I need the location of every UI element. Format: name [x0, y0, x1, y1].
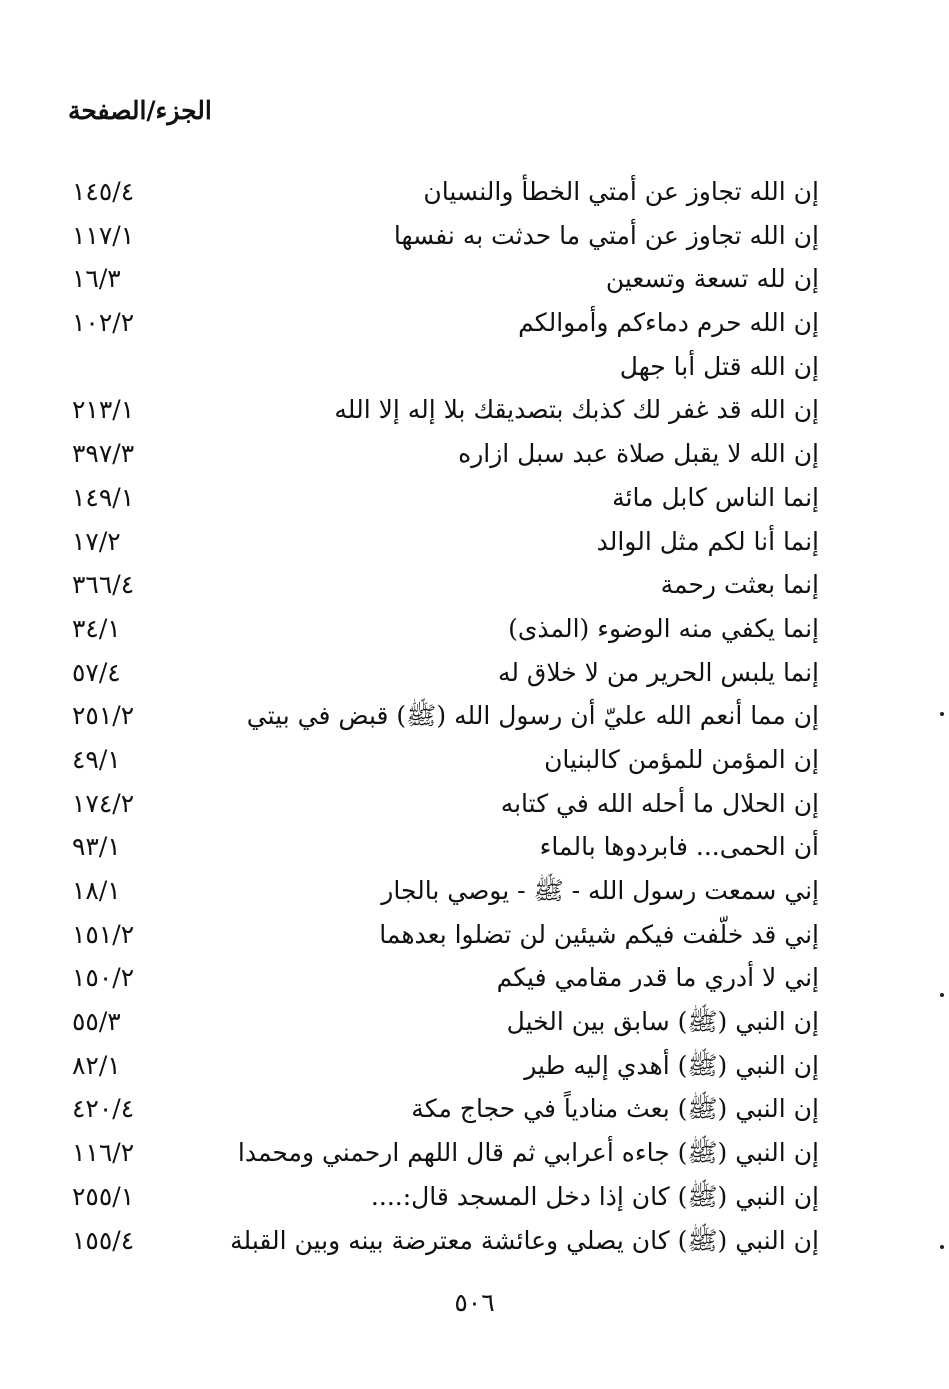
- hadith-text: إنما أنا لكم مثل الوالد: [596, 526, 819, 556]
- volume-page-reference: ٣٦٦/٤: [72, 570, 135, 600]
- index-entry-row: [0, 738, 949, 782]
- margin-mark: [940, 993, 944, 997]
- index-entry-row: [0, 782, 949, 826]
- volume-page-reference: ٤٩/١: [72, 744, 121, 774]
- volume-page-reference: ١١٧/١: [72, 220, 135, 250]
- hadith-text: إن النبي (ﷺ) كان يصلي وعائشة معترضة بينه وبين القبلة: [230, 1225, 819, 1255]
- hadith-text: إنما يلبس الحرير من لا خلاق له: [497, 657, 819, 687]
- hadith-text: إنما يكفي منه الوضوء (المذى): [508, 613, 819, 643]
- volume-page-reference: ١٤٩/١: [72, 482, 135, 512]
- volume-page-reference: ١٥٥/٤: [72, 1225, 135, 1255]
- hadith-text: إن النبي (ﷺ) أهدي إليه طير: [524, 1050, 819, 1080]
- volume-page-reference: ٩٣/١: [72, 832, 121, 862]
- index-entry-row: [0, 1175, 949, 1219]
- index-entry-row: [0, 1000, 949, 1044]
- index-entry-row: [0, 1087, 949, 1131]
- index-entry-row: [0, 388, 949, 432]
- hadith-text: إني لا أدري ما قدر مقامي فيكم: [496, 963, 819, 993]
- column-header: الجزء/الصفحة: [68, 96, 212, 125]
- volume-page-reference: ٣٩٧/٣: [72, 439, 135, 469]
- volume-page-reference: ٥٧/٤: [72, 657, 121, 687]
- hadith-text: إن الله لا يقبل صلاة عبد سبل ازاره: [458, 439, 819, 469]
- volume-page-reference: ٣٤/١: [72, 613, 121, 643]
- volume-page-reference: ١٥١/٢: [72, 919, 135, 949]
- index-entry-row: [0, 432, 949, 476]
- index-entry-row: [0, 563, 949, 607]
- index-entry-row: [0, 257, 949, 301]
- page-number: ٥٠٦: [454, 1288, 495, 1317]
- volume-page-reference: ٢١٣/١: [72, 395, 135, 425]
- margin-mark: [940, 1245, 944, 1249]
- volume-page-reference: ١٠٢/٢: [72, 308, 135, 338]
- hadith-text: إن لله تسعة وتسعين: [605, 264, 819, 294]
- hadith-text: إن النبي (ﷺ) كان إذا دخل المسجد قال:....: [370, 1181, 819, 1211]
- index-entry-row: [0, 651, 949, 695]
- index-entry-row: [0, 520, 949, 564]
- index-entry-row: [0, 694, 949, 738]
- volume-page-reference: ٥٥/٣: [72, 1007, 121, 1037]
- hadith-text: إن الله قد غفر لك كذبك بتصديقك بلا إله إلا الله: [334, 395, 819, 425]
- volume-page-reference: ١٦/٣: [72, 264, 121, 294]
- volume-page-reference: ١٥٠/٢: [72, 963, 135, 993]
- hadith-text: إن النبي (ﷺ) بعث منادياً في حجاج مكة: [411, 1094, 819, 1124]
- hadith-text: إني سمعت رسول الله - ﷺ - يوصي بالجار: [381, 876, 819, 905]
- hadith-text: إن الله تجاوز عن أمتي ما حدثت به نفسها: [393, 220, 819, 250]
- hadith-text: إن النبي (ﷺ) جاءه أعرابي ثم قال اللهم ارحمني ومحمدا: [237, 1138, 819, 1168]
- index-entry-row: [0, 913, 949, 957]
- index-entry-row: [0, 476, 949, 520]
- index-entry-row: [0, 170, 949, 214]
- volume-page-reference: ٨٢/١: [72, 1050, 121, 1080]
- hadith-text: إن المؤمن للمؤمن كالبنيان: [544, 744, 819, 774]
- hadith-text: إن الحلال ما أحله الله في كتابه: [500, 788, 819, 818]
- index-entry-row: [0, 1044, 949, 1088]
- volume-page-reference: ١٧٤/٢: [72, 788, 135, 818]
- volume-page-reference: ٢٥١/٢: [72, 701, 135, 731]
- volume-page-reference: ١٤٥/٤: [72, 177, 135, 206]
- hadith-text: إن النبي (ﷺ) سابق بين الخيل: [506, 1007, 819, 1037]
- hadith-text: أن الحمى... فابردوها بالماء: [539, 832, 819, 862]
- hadith-text: إنما بعثت رحمة: [660, 570, 819, 600]
- hadith-text: إن الله تجاوز عن أمتي الخطأ والنسيان: [423, 177, 819, 206]
- volume-page-reference: ١١٦/٢: [72, 1138, 135, 1168]
- index-entry-row: [0, 1131, 949, 1175]
- volume-page-reference: ٤٢٠/٤: [72, 1094, 135, 1124]
- index-entry-row: [0, 956, 949, 1000]
- index-entry-row: [0, 607, 949, 651]
- volume-page-reference: ١٨/١: [72, 876, 121, 905]
- index-entry-row: [0, 345, 949, 389]
- hadith-text: إني قد خلّفت فيكم شيئين لن تضلوا بعدهما: [379, 919, 819, 949]
- index-entry-row: [0, 825, 949, 869]
- index-entry-row: [0, 214, 949, 258]
- hadith-text: إن الله قتل أبا جهل: [619, 351, 819, 381]
- index-entry-row: [0, 301, 949, 345]
- index-entry-row: [0, 1219, 949, 1263]
- margin-mark: [940, 712, 944, 716]
- hadith-text: إنما الناس كابل مائة: [612, 482, 819, 512]
- index-entry-row: [0, 869, 949, 913]
- hadith-text: إن مما أنعم الله عليّ أن رسول الله (ﷺ) قبض في بيتي: [246, 701, 819, 731]
- hadith-text: إن الله حرم دماءكم وأموالكم: [518, 308, 819, 338]
- hadith-index-list: [0, 170, 949, 1262]
- volume-page-reference: ١٧/٢: [72, 526, 121, 556]
- volume-page-reference: ٢٥٥/١: [72, 1181, 135, 1211]
